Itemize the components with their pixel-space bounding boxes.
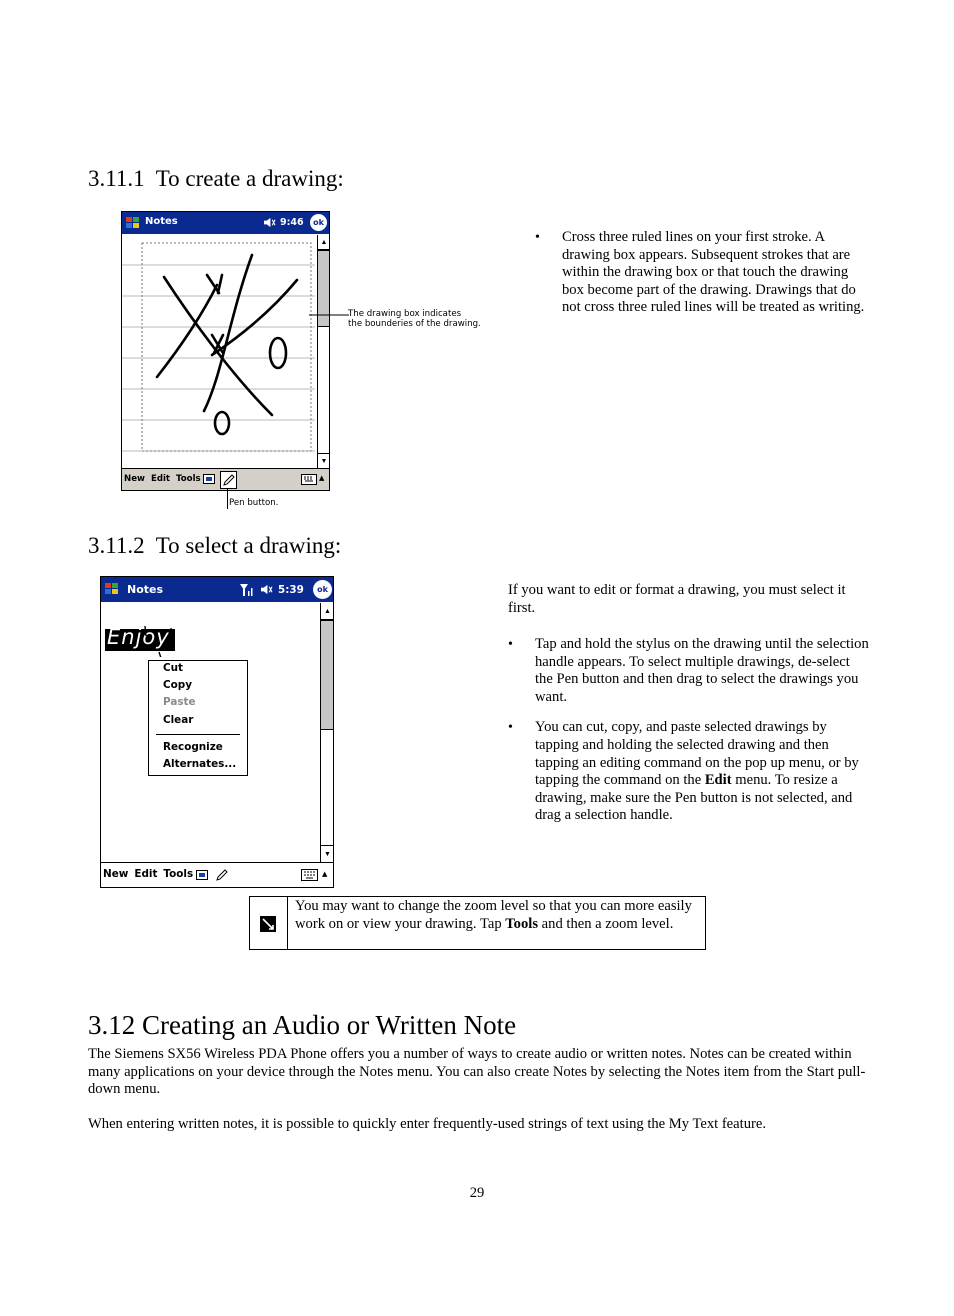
pda-title-bar [101, 577, 333, 602]
popup-copy[interactable]: Copy [163, 679, 192, 691]
vertical-scrollbar[interactable] [317, 235, 330, 468]
bullet-tap-hold: • Tap and hold the stylus on the drawing until the selection handle appears. To select multiple drawings, de-select the Pen button and then drag to select the drawings you want. [508, 636, 870, 706]
menu-tools[interactable]: Tools [176, 474, 201, 484]
callout-line-pen [227, 489, 228, 509]
bullet-cross-lines: • Cross three ruled lines on your first stroke. A drawing box appears. Subsequent strokes that are within the drawing box or that touch the drawing box become part of the drawing. Drawings that do not cross three ruled lines will be treated as writing. [535, 229, 870, 317]
scroll-down-arrow[interactable]: ▼ [318, 453, 330, 468]
menu-new[interactable]: New [124, 474, 145, 484]
command-bar [101, 862, 333, 887]
recorder-icon[interactable] [196, 870, 208, 880]
menu-edit[interactable]: Edit [150, 474, 171, 484]
bullets-create-drawing [535, 229, 870, 317]
menu-new[interactable]: New [103, 868, 129, 880]
command-bar [122, 468, 329, 490]
ok-button[interactable]: ok [310, 214, 327, 231]
pda-app-title: Notes [145, 216, 178, 227]
pda-screen-create-drawing [121, 211, 330, 491]
speaker-icon [263, 217, 276, 228]
popup-cut[interactable]: Cut [163, 662, 183, 674]
vertical-scrollbar[interactable] [320, 603, 334, 862]
ok-button[interactable]: ok [313, 580, 332, 599]
pen-button[interactable] [220, 471, 237, 489]
selection-handle[interactable] [139, 621, 179, 657]
scroll-down-arrow[interactable]: ▼ [321, 845, 334, 862]
note-text: You may want to change the zoom level so that you can more easily work on or view your drawing. Tap Tools and then a zoom level. [295, 898, 692, 932]
speaker-icon [260, 584, 273, 595]
note-icon-cell [250, 897, 288, 949]
pen-icon[interactable] [214, 867, 229, 883]
signal-icon [239, 583, 253, 597]
select-drawing-intro: If you want to edit or format a drawing, you must select it first. [508, 582, 846, 616]
pda-title-bar [122, 212, 329, 234]
menu-tools[interactable]: Tools [163, 868, 194, 880]
note-icon [260, 916, 276, 932]
recorder-icon[interactable] [203, 474, 215, 484]
scroll-thumb[interactable] [321, 620, 334, 730]
menu-edit[interactable]: Edit [134, 868, 158, 880]
callout-line-drawing-box [309, 310, 349, 320]
popup-alternates[interactable]: Alternates... [163, 758, 237, 770]
popup-paste[interactable]: Paste [163, 696, 196, 708]
section-3-12-para-2: When entering written notes, it is possible to quickly enter frequently-used strings of text using the My Text feature. [88, 1116, 766, 1132]
popup-recognize[interactable]: Recognize [163, 741, 223, 753]
sip-arrow-icon[interactable]: ▲ [319, 474, 325, 482]
heading-3-11-2: 3.11.2 To select a drawing: [88, 533, 342, 558]
callout-pen-text: Pen button. [229, 498, 279, 508]
drawing-canvas[interactable] [122, 235, 315, 467]
popup-separator [156, 734, 240, 735]
page-number: 29 [469, 1185, 485, 1201]
keyboard-icon[interactable] [301, 474, 317, 485]
callout-drawing-box-text: The drawing box indicates the bounderies of the drawing. [348, 309, 481, 329]
keyboard-icon[interactable] [301, 869, 318, 881]
windows-start-icon [103, 580, 121, 598]
windows-start-icon [124, 214, 142, 232]
heading-3-12: 3.12 Creating an Audio or Written Note [88, 1010, 517, 1040]
bullets-select-drawing [508, 636, 870, 825]
popup-clear[interactable]: Clear [163, 714, 194, 726]
pda-screen-select-drawing [100, 576, 334, 888]
section-3-12-para-1: The Siemens SX56 Wireless PDA Phone offers you a number of ways to create audio or written notes. Notes can be created within many applications on your device through the Notes menu. You can also create Notes by selecting the Notes item from the Start pull-down menu. [88, 1046, 866, 1098]
pda-clock: 5:39 [278, 584, 304, 596]
note-box [249, 896, 706, 950]
bullet-cut-copy-paste: • You can cut, copy, and paste selected drawings by tapping and holding the selected drawing and then tapping an editing command on the pop up menu, or by tapping the command on the Edit menu. To resize a drawing, make sure the Pen button is not selected, and drag a selection handle. [508, 719, 870, 825]
context-popup-menu [148, 660, 248, 776]
sip-arrow-icon[interactable]: ▲ [322, 870, 328, 878]
pen-icon [221, 472, 236, 488]
scroll-up-arrow[interactable]: ▲ [321, 603, 334, 620]
pda-app-title: Notes [127, 583, 164, 596]
pda-clock: 9:46 [280, 217, 304, 228]
handwriting-text: Enjoy [107, 625, 170, 649]
scroll-up-arrow[interactable]: ▲ [318, 235, 330, 250]
heading-3-11-1: 3.11.1 To create a drawing: [88, 166, 344, 191]
